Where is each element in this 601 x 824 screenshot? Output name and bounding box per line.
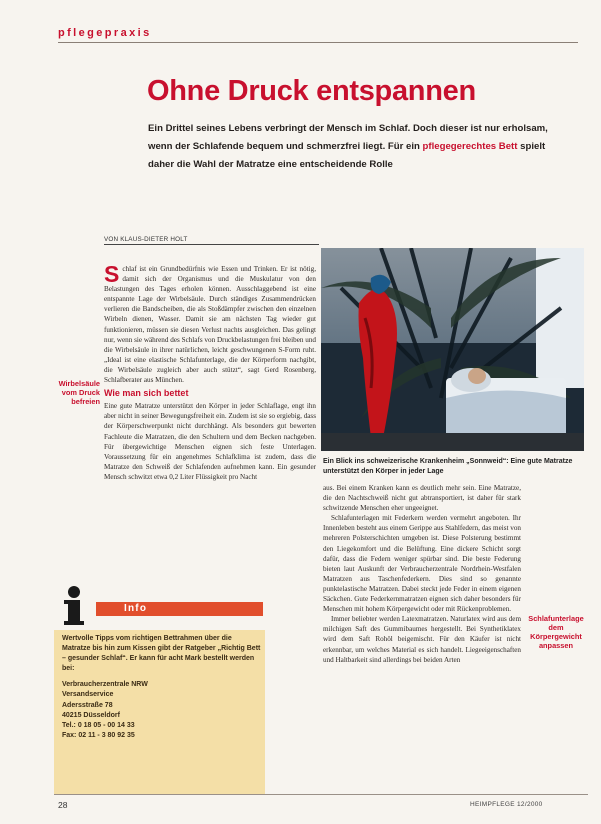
byline: VON KLAUS-DIETER HOLT	[104, 236, 319, 245]
paragraph-3: aus. Bei einem Kranken kann es deutlich mehr sein. Eine Matratze, die den Nachtschweiß nicht gut abtransportiert, ist daher für stark schwitzende Menschen eher ungeeignet.	[323, 484, 521, 513]
drop-cap: S	[104, 261, 120, 287]
footer-divider	[54, 794, 588, 795]
section-kicker: pflegepraxis	[58, 27, 152, 39]
info-fax: Fax: 02 11 - 3 80 92 35	[62, 731, 135, 739]
paragraph-5: Immer beliebter werden Latexmatratzen. Naturlatex wird aus dem milchigen Saft des Gummibaumes hergestellt. Bei Synthetiklatex wird dem Saft Rohöl beigemischt. Für den Käufer ist nicht erkennbar, um welches Material es sich handelt. Liegeeigenschaften und Haltbarkeit sind allerdings bei beiden Arten	[323, 615, 521, 664]
paragraph-intro-text: chlaf ist ein Grundbedürfnis wie Essen und Trinken. Er ist nötig, damit sich der Organismus und die Muskulatur von den Belastungen des Tages erholen können. Ausschlaggebend ist eine entspannte Lage der Wirbelsäule. Durch ständiges Zusammendrücken verlieren die Bandscheiben, die als Stoßdämpfer zwischen den einzelnen Wirbeln dienen, Wasser. Damit sie am nächsten Tag wieder gut funktionieren, müssen sie diesen Verlust nachts ausgleichen. Das gelingt nur, wenn sie während des Schlafs von Druckbelastungen frei bleiben und die Wirbelsäule in ihrer natürlichen, leicht geschwungenen S-Form ruht. „Ideal ist eine elastische Schlafunterlage, die der Körperform nachgibt, die Wirbelsäule zugleich aber auch stützt“, sagt Gerd Rosenberg, Schlafberater aus München.	[104, 265, 316, 385]
paragraph-intro	[104, 261, 316, 385]
margin-note-1: Wirbelsäule vom Druck befreien	[58, 379, 100, 406]
info-icon	[58, 585, 104, 625]
issue-label: HEIMPFLEGE 12/2000	[470, 801, 543, 808]
info-intro: Wertvolle Tipps vom richtigen Bettrahmen über die Matratze bis hin zum Kissen gibt der Ratgeber „Richtig Bett – gesunder Schlaf“. Er kann für acht Mark bestellt werden bei:	[62, 635, 261, 673]
lead-highlight: pflegegerechtes Bett	[422, 141, 518, 152]
page-number: 28	[58, 800, 68, 810]
article-lead	[148, 120, 558, 174]
lead-text-1: Ein Drittel seines Lebens verbringt der Mensch im Schlaf. Doch dieser ist nur erholsam, wenn der Schlafende bequem und schmerzfrei liegt. Für ein	[148, 123, 548, 152]
info-street: Adersstraße 78	[62, 701, 113, 709]
lead-text-2: spielt daher die Wahl der Matratze eine entscheidende Rolle	[148, 141, 546, 170]
info-content	[62, 634, 262, 741]
info-dept: Versandservice	[62, 691, 114, 699]
subheading: Wie man sich bettet	[104, 388, 189, 399]
article-photo	[321, 248, 584, 451]
info-phone: Tel.: 0 18 05 - 00 14 33	[62, 721, 135, 729]
photo-caption: Ein Blick ins schweizerische Krankenheim „Sonnweid“: Eine gute Matratze unterstützt den Körper in jeder Lage	[323, 458, 573, 475]
paragraph-2: Eine gute Matratze unterstützt den Körper in jeder Schlaflage, engt ihn aber nicht in seiner Bewegungsfreiheit ein. Zudem ist sie so ergiebig, dass der Körperschwerpunkt nicht durchhängt. Als besonders gut bewerten Fachleute die Matratzen, die den Schultern und dem Becken nachgeben. Für übergewichtige Menschen eignen sich feste Unterlagen. Voraussetzung für ein angenehmes Schlafklima ist zudem, dass die Matratze den Schweiß der Schlafenden aufnehmen kann. Ein gesunder Mensch schwitzt etwa 0,2 Liter Flüssigkeit pro Nacht	[104, 402, 316, 481]
photo-bed-palms-icon	[321, 248, 584, 451]
info-org: Verbraucherzentrale NRW	[62, 681, 148, 689]
info-label: Info	[96, 602, 263, 616]
text-column-1	[104, 261, 316, 482]
article-headline: Ohne Druck entspannen	[147, 75, 476, 107]
info-city: 40215 Düsseldorf	[62, 711, 120, 719]
paragraph-4: Schlafunterlagen mit Federkern werden vermehrt angeboten. Ihr Innenleben besteht aus einem Gerippe aus Stahlfedern, das meist von mehreren Polsterschichten umgeben ist. Diese Polsterung bestimmt den Liegekomfort und die Belüftung. Eine dickere Schicht sorgt dafür, dass die Federn weniger spürbar sind. Die beste Federung bieten laut Auskunft der Verbraucherzentrale Nordrhein-Westfalen Matratzen aus Taschenfederkern. Dies sind so genannte punktelastische Matratzen. Dabei steckt jede Feder in einem eigenen Säckchen. Gute Federkernmatratzen eignen sich daher besonders für Menschen mit hohem Körpergewicht oder mit Rückenproblemen.	[323, 514, 521, 614]
text-column-2	[323, 483, 521, 665]
kicker-divider	[58, 42, 578, 43]
margin-note-2: Schlafunterlage dem Körpergewicht anpassen	[528, 614, 584, 650]
